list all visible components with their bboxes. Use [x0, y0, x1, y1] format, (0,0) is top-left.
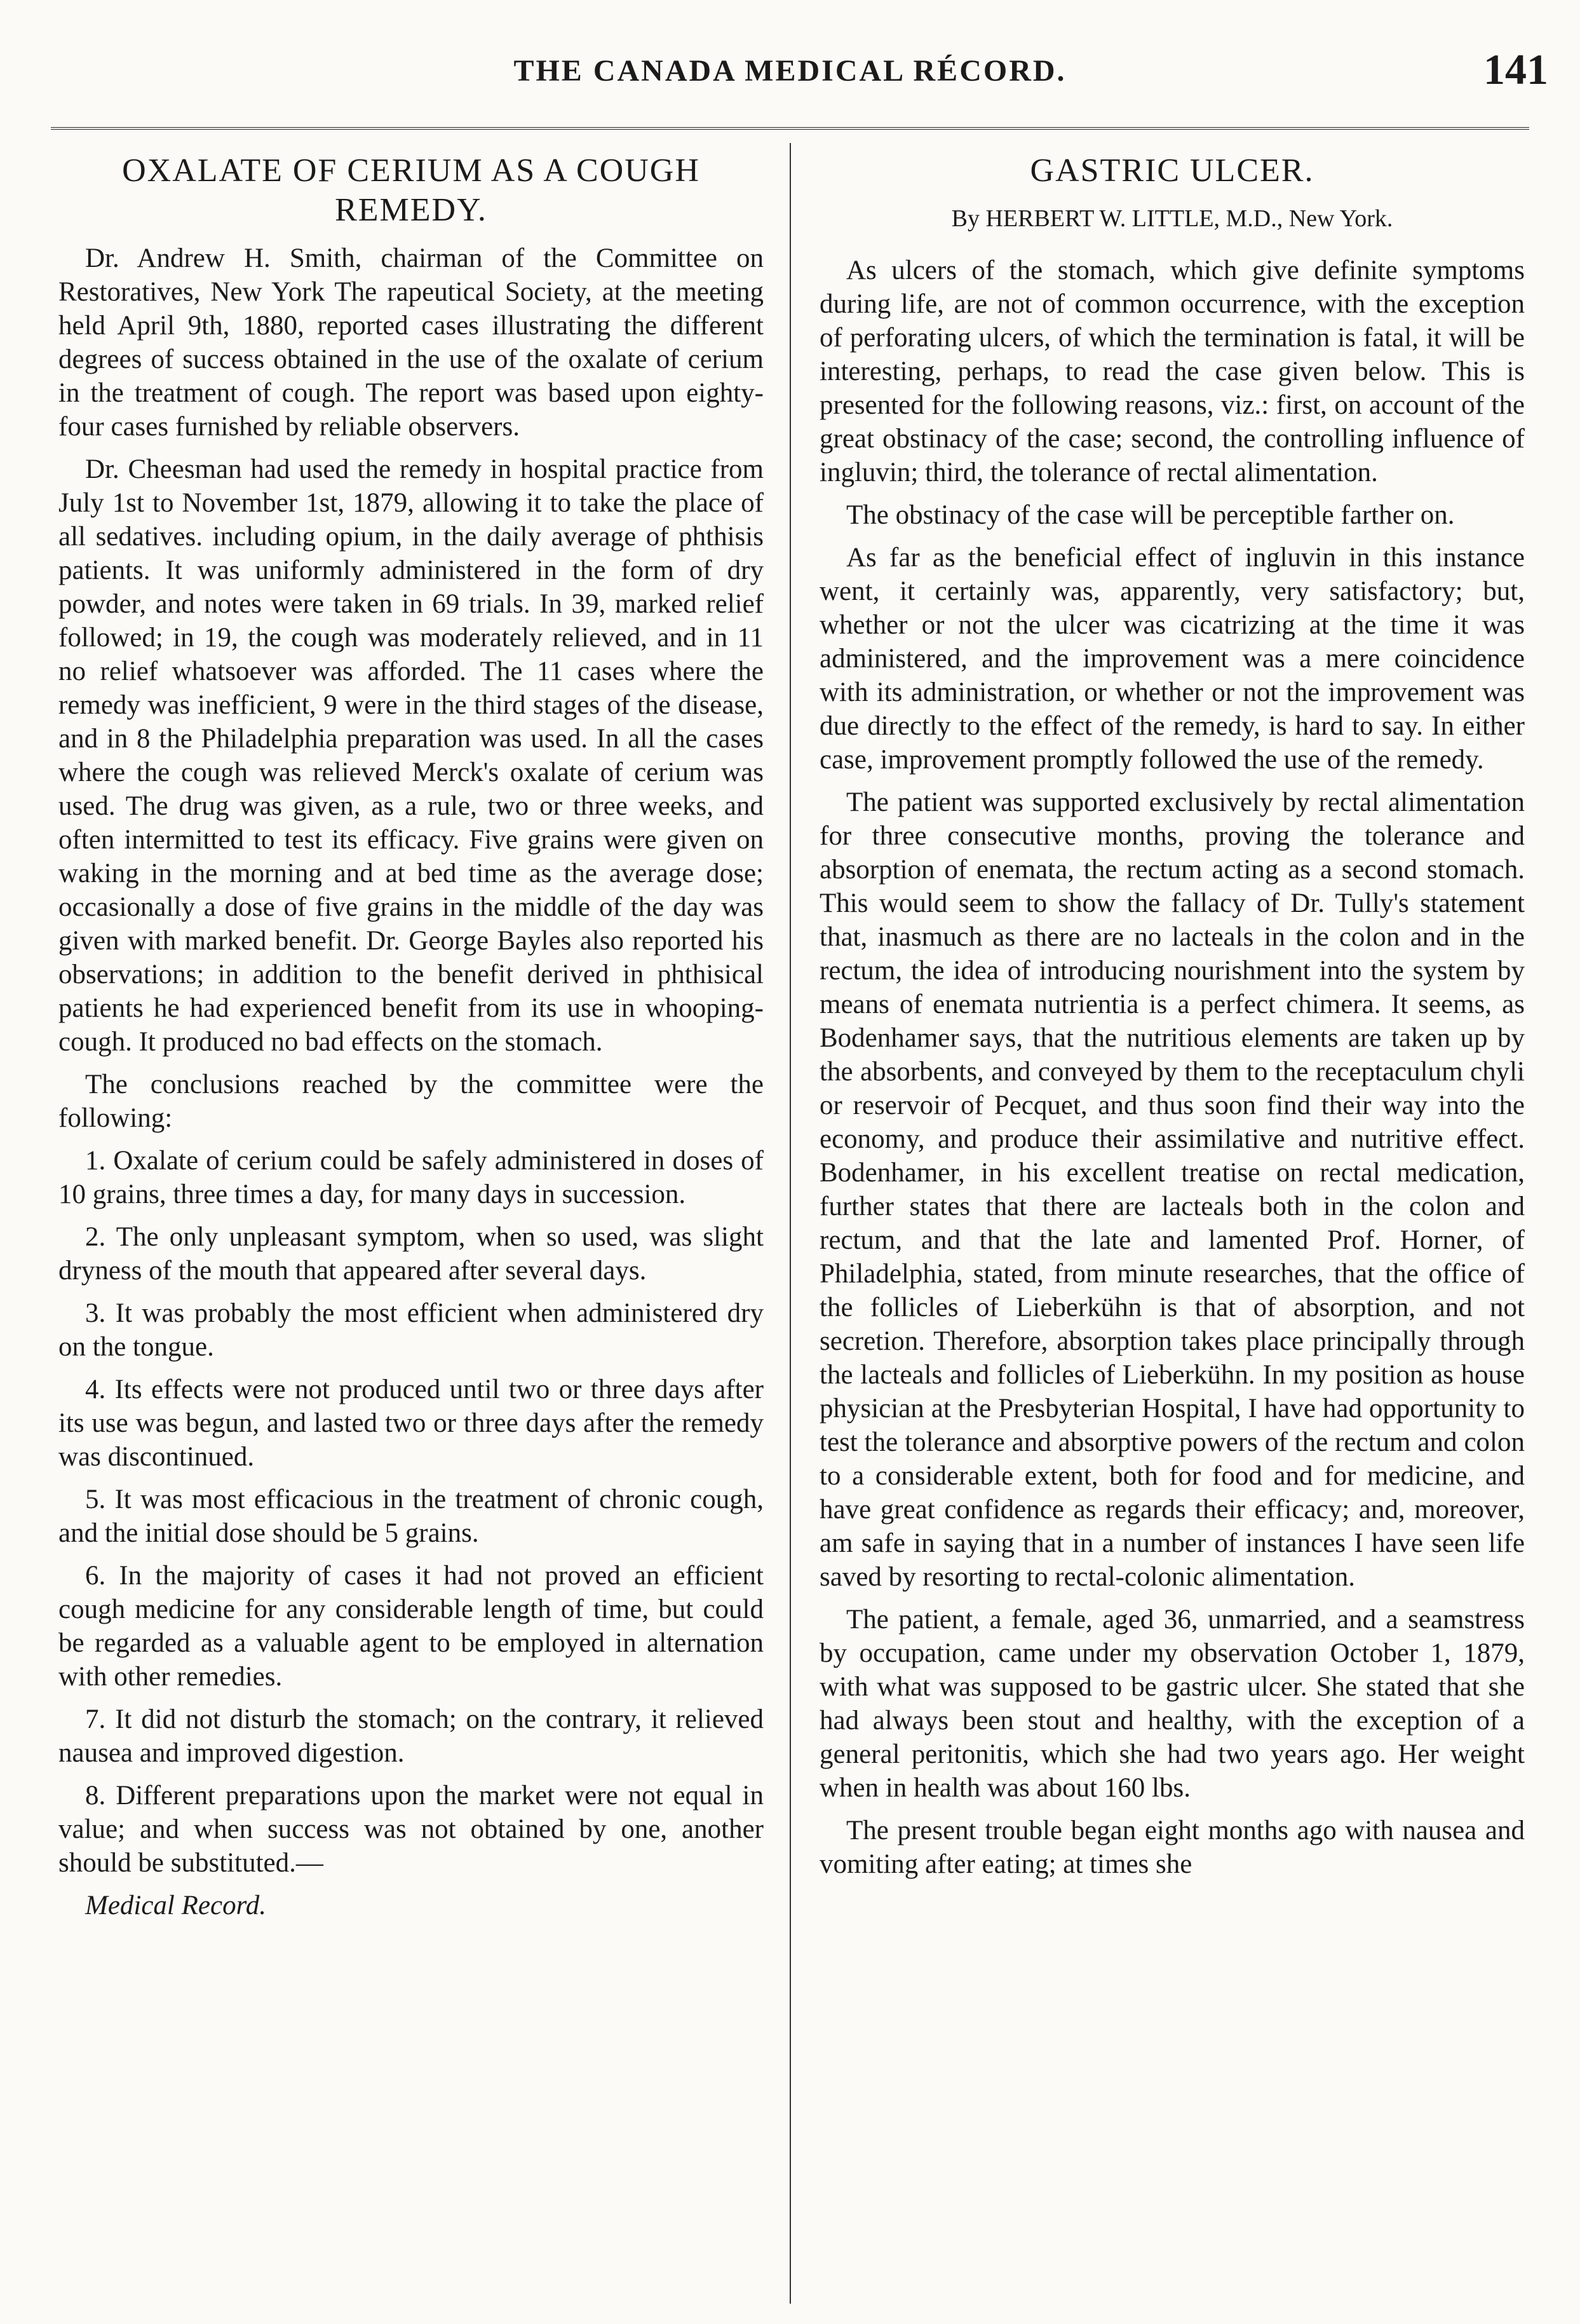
right-paragraph: The obstinacy of the case will be perceptible farther on. — [846, 500, 1455, 530]
conclusion-item: 1. Oxalate of cerium could be safely administered in doses of 10 grains, three times a day, for many days in succession. — [58, 1146, 764, 1209]
running-title: THE CANADA MEDICAL RÉCORD. — [513, 54, 1067, 88]
right-paragraph: The present trouble began eight months ago with nausea and vomiting after eating; at times she — [820, 1816, 1525, 1879]
right-article — [820, 151, 1525, 1890]
page-number: 141 — [1483, 45, 1548, 93]
header-rule — [51, 127, 1529, 130]
right-article-title: GASTRIC ULCER. — [1030, 153, 1314, 189]
left-paragraph: Dr. Cheesman had used the remedy in hospital practice from July 1st to November 1st, 1879, allowing it to take the place of all sedatives. including opium, in the daily average of phthisis patients. It was uniformly administered in the form of dry powder, and notes were taken in 69 trials. In 39, marked relief followed; in 19, the cough was moderately relieved, and in 11 no relief whatsoever was afforded. The 11 cases where the remedy was inefficient, 9 were in the third stages of the disease, and in 8 the Philadelphia preparation was used. In all the cases where the cough was relieved Merck's oxalate of cerium was used. The drug was given, as a rule, two or three weeks, and often intermitted to test its efficacy. Five grains were given on waking in the morning and at bed time as the average dose; occasionally a dose of five grains in the middle of the day was given with marked benefit. Dr. George Bayles also reported his observations; in addition to the benefit derived in phthisical patients he had experienced benefit from its use in whooping-cough. It produced no bad effects on the stomach. — [58, 454, 764, 1057]
right-paragraph: As ulcers of the stomach, which give definite symptoms during life, are not of common occurrence, with the exception of perforating ulcers, of which the termination is fatal, it will be interesting, perhaps, to read the case given below. This is presented for the following reasons, viz.: first, on account of the great obstinacy of the case; second, the controlling influence of ingluvin; third, the tolerance of rectal alimentation. — [820, 255, 1525, 487]
running-head — [51, 44, 1548, 102]
conclusion-item: 3. It was probably the most efficient when administered dry on the tongue. — [58, 1298, 764, 1362]
author-byline: By HERBERT W. LITTLE, M.D., New York. — [951, 205, 1393, 232]
conclusion-item: 8. Different preparations upon the market were not equal in value; and when success was not obtained by one, another should be substituted.— — [58, 1781, 764, 1878]
conclusion-item: 7. It did not disturb the stomach; on the contrary, it relieved nausea and improved digestion. — [58, 1704, 764, 1768]
conclusion-item: 4. Its effects were not produced until two or three days after its use was begun, and lasted two or three days after the remedy was discontinued. — [58, 1375, 764, 1472]
conclusion-item: 6. In the majority of cases it had not proved an efficient cough medicine for any considerable length of time, but could be regarded as a valuable agent to be employed in alternation with other remedies. — [58, 1561, 764, 1692]
conclusion-item: 5. It was most efficacious in the treatment of chronic cough, and the initial dose should be 5 grains. — [58, 1485, 764, 1548]
left-article-title: OXALATE OF CERIUM AS A COUGH REMEDY. — [122, 153, 700, 228]
left-paragraph: The conclusions reached by the committee were the following: — [58, 1070, 764, 1133]
source-signoff: Medical Record. — [85, 1891, 266, 1920]
conclusion-item: 2. The only unpleasant symptom, when so used, was slight dryness of the mouth that appeared after several days. — [58, 1222, 764, 1286]
left-article — [58, 151, 764, 1931]
right-paragraph: The patient, a female, aged 36, unmarried, and a seamstress by occupation, came under my observation October 1, 1879, with what was supposed to be gastric ulcer. She stated that she had always been stout and healthy, with the exception of a general peritonitis, which she had two years ago. Her weight when in health was about 160 lbs. — [820, 1605, 1525, 1803]
right-paragraph: The patient was supported exclusively by rectal alimentation for three consecutive months, proving the tolerance and absorption of enemata, the rectum acting as a second stomach. This would seem to show the fallacy of Dr. Tully's statement that, inasmuch as there are no lacteals in the colon and in the rectum, the idea of introducing nourishment into the system by means of enemata nutrientia is a perfect chimera. It seems, as Bodenhamer says, that the nutritious elements are taken up by the absorbents, and conveyed by them to the receptaculum chyli or reservoir of Pecquet, and thus soon find their way into the economy, and produce their assimilative and nutritive effect. Bodenhamer, in his excellent treatise on rectal medication, further states that there are lacteals both in the colon and rectum, and that the late and lamented Prof. Horner, of Philadelphia, stated, from minute researches, that the office of the follicles of Lieberkühn is that of absorption, and not secretion. Therefore, absorption takes place principally through the lacteals and follicles of Lieberkühn. In my position as house physician at the Presbyterian Hospital, I have had opportunity to test the tolerance and absorptive powers of the rectum and colon to a considerable extent, both for food and for medicine, and have great confidence as regards their efficacy; and, moreover, am safe in saying that in a number of instances I have seen life saved by resorting to rectal-colonic alimentation. — [820, 787, 1525, 1592]
right-paragraph: As far as the beneficial effect of ingluvin in this instance went, it certainly was, apparently, very satisfactory; but, whether or not the ulcer was cicatrizing at the time it was administered, and the improvement was a mere coincidence with its administration, or whether or not the improvement was due directly to the effect of the remedy, is hard to say. In either case, improvement promptly followed the use of the remedy. — [820, 543, 1525, 775]
left-paragraph: Dr. Andrew H. Smith, chairman of the Committee on Restoratives, New York The rapeutical Society, at the meeting held April 9th, 1880, reported cases illustrating the different degrees of success obtained in the use of the oxalate of cerium in the treatment of cough. The report was based upon eighty-four cases furnished by reliable observers. — [58, 243, 764, 442]
column-divider — [790, 143, 791, 2304]
